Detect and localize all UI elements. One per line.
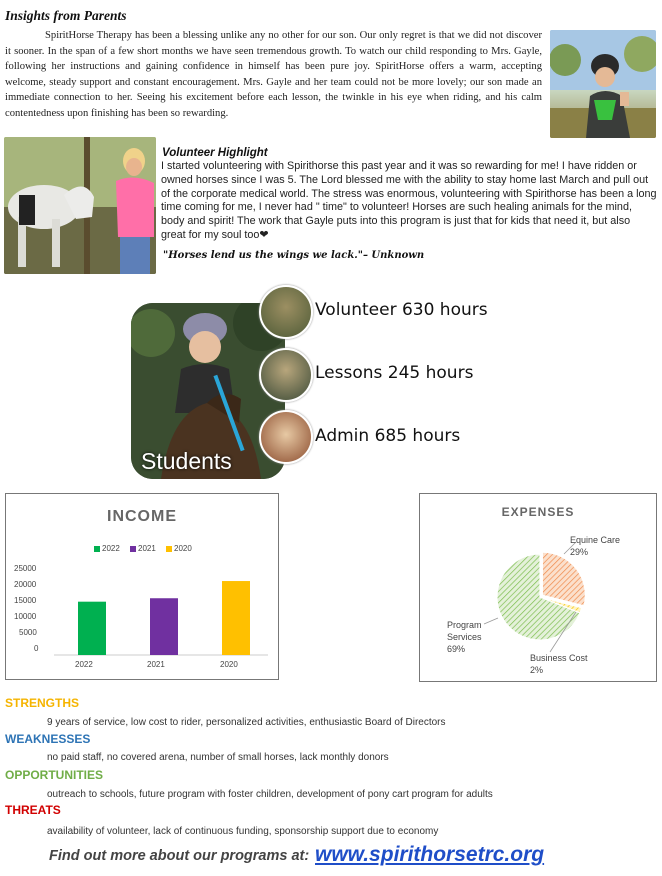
- photo-volunteer-with-horse: [4, 137, 156, 274]
- insights-title: Insights from Parents: [5, 8, 127, 23]
- opportunities-text: outreach to schools, future program with foster children, development of pony cart program for adults: [47, 789, 493, 800]
- strengths-text: 9 years of service, low cost to rider, personalized activities, enthusiastic Board of Directors: [47, 717, 446, 728]
- y-tick-5000: 5000: [19, 628, 37, 637]
- photo-boy-helmet-art: [550, 30, 656, 138]
- admin-photo-circle: [259, 410, 313, 464]
- legend-label-2022: 2022: [102, 544, 120, 553]
- stat-admin-hours: Admin 685 hours: [315, 426, 461, 446]
- volunteer-highlight-body: I started volunteering with Spirithorse this past year and it was so rewarding for me! I have ridden or owned horses since I was 5. The Lord blessed me with the ability to stay home last March and pull out of the corporate medical world. The stress was enormous, volunteering with Spirithorse has been a long time coming for me, I never had " time" to volunteer! Horses are such healing animals for the mind, body and spirit! The work that Gayle puts into this program is just that for kids that need it, but also great for my soul too: [161, 160, 657, 241]
- photo-boy-helmet: [550, 30, 656, 138]
- threats-text: availability of volunteer, lack of continuous funding, sponsorship support due to economy: [47, 826, 439, 837]
- volunteer-photo-circle: [259, 285, 313, 339]
- income-chart: [5, 493, 279, 680]
- expenses-chart: [419, 493, 657, 682]
- volunteer-highlight-title: Volunteer Highlight: [162, 147, 268, 159]
- pie-label-business-pct: 2%: [530, 665, 544, 675]
- website-link[interactable]: www.spirithorsetrc.org: [315, 843, 545, 866]
- x-tick-2020: 2020: [220, 660, 238, 669]
- pie-label-equine-name: Equine Care: [570, 535, 621, 545]
- x-tick-2022: 2022: [75, 660, 93, 669]
- pie-label-program-pct: 69%: [447, 644, 466, 654]
- pie-label-equine-pct: 29%: [570, 547, 589, 557]
- weaknesses-heading: WEAKNESSES: [5, 732, 91, 746]
- stat-volunteer-hours: Volunteer 630 hours: [315, 300, 488, 320]
- pie-label-business: [530, 652, 588, 676]
- income-bar-2020: [222, 581, 250, 655]
- expenses-chart-title: EXPENSES: [501, 505, 575, 519]
- income-bars: [6, 494, 278, 679]
- stat-lessons-hours: Lessons 245 hours: [315, 363, 474, 383]
- y-tick-15000: 15000: [14, 596, 37, 605]
- legend-label-2021: 2021: [138, 544, 156, 553]
- strengths-heading: STRENGTHS: [5, 696, 80, 710]
- photo-volunteer-art: [4, 137, 156, 274]
- threats-heading: THREATS: [5, 803, 61, 817]
- weaknesses-text: no paid staff, no covered arena, number of small horses, lack monthly donors: [47, 752, 389, 763]
- students-label: Students: [141, 448, 232, 474]
- lessons-photo-circle: [259, 348, 313, 402]
- insights-text: SpiritHorse Therapy has been a blessing unlike any no other for our son. Our only regret is that we did not discover it sooner. In the span of a few short months we have seen tremendous growth. To watch our child responding to Mrs. Gayle, following her instructions and gaining confidence in himself has been pure joy. SpiritHorse offers a warm, accepting welcome, steady support and constant encouragement. Mrs. Gayle and her team could not be more lovely; our son made an immediate connection to her. Seeing his excitement before each lesson, the twinkle in his eye when riding, and his calm contentedness upon finishing has been so rewarding.: [5, 30, 542, 119]
- pie-label-equine: [570, 534, 620, 558]
- pie-label-program: [447, 619, 493, 655]
- y-tick-20000: 20000: [14, 580, 37, 589]
- income-chart-title: INCOME: [107, 508, 177, 525]
- footer-text: Find out more about our programs at:: [49, 848, 310, 864]
- pie-label-business-name: Business Cost: [530, 653, 588, 663]
- income-bar-2022: [78, 602, 106, 655]
- y-tick-0: 0: [34, 644, 39, 653]
- legend-label-2020: 2020: [174, 544, 192, 553]
- pie-label-program-name: Program Services: [447, 620, 482, 642]
- volunteer-quote: "Horses lend us the wings we lack."– Unknown: [163, 250, 425, 261]
- pie-slice-equine-care: [542, 552, 585, 606]
- y-tick-25000: 25000: [14, 564, 37, 573]
- opportunities-heading: OPPORTUNITIES: [5, 768, 104, 782]
- volunteer-highlight-text: [161, 160, 657, 243]
- income-bar-2021: [150, 598, 178, 655]
- x-tick-2021: 2021: [147, 660, 165, 669]
- y-tick-10000: 10000: [14, 612, 37, 621]
- heart-icon: ❤: [259, 228, 269, 241]
